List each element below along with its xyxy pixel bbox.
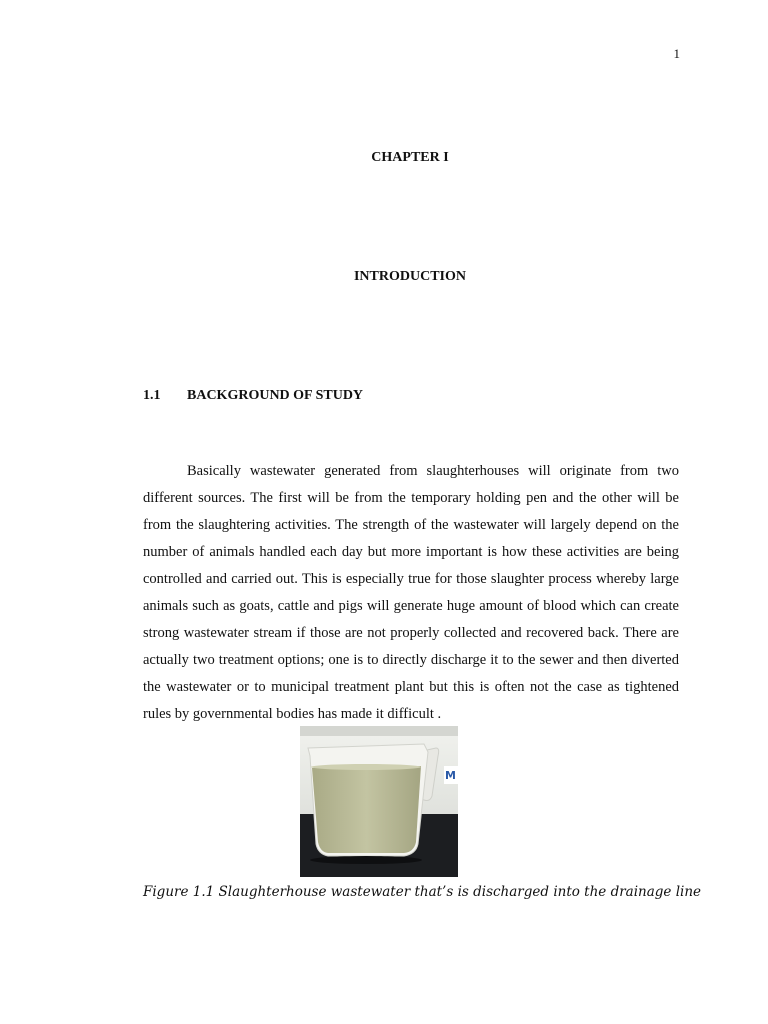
figure-photo [300,726,458,877]
section-heading [143,388,363,404]
wastewater-jug-photo [300,726,458,877]
svg-text:M: M [445,769,456,782]
figure-caption: Figure 1.1 Slaughterhouse wastewater that’s is discharged into the drainage line [143,884,702,900]
page-number: 1 [673,46,680,61]
shelf-shadow [300,726,458,736]
section-title: BACKGROUND OF STUDY [187,388,364,403]
section-number: 1.1 [143,388,161,403]
liquid [312,766,421,853]
chapter-title: CHAPTER I [371,150,449,165]
introduction-title: INTRODUCTION [353,269,466,284]
body-paragraph: Basically wastewater generated from slaughterhouses will originate from two different sources. The first will be from the temporary holding pen and the other will be from the slaughtering activities. The strength of the wastewater will largely depend on the number of animals handled each day but more important is how these activities are being controlled and carried out. This is especially true for those slaughter process whereby large animals such as goats, cattle and pigs will generate huge amount of blood which can create strong wastewater stream if those are not properly collected and recovered back. There are actually two treatment options; one is to directly discharge it to the sewer and then diverted the wastewater or to municipal treatment plant but this is often not the case as tightened rules by governmental bodies has made it difficult . [143,463,679,722]
